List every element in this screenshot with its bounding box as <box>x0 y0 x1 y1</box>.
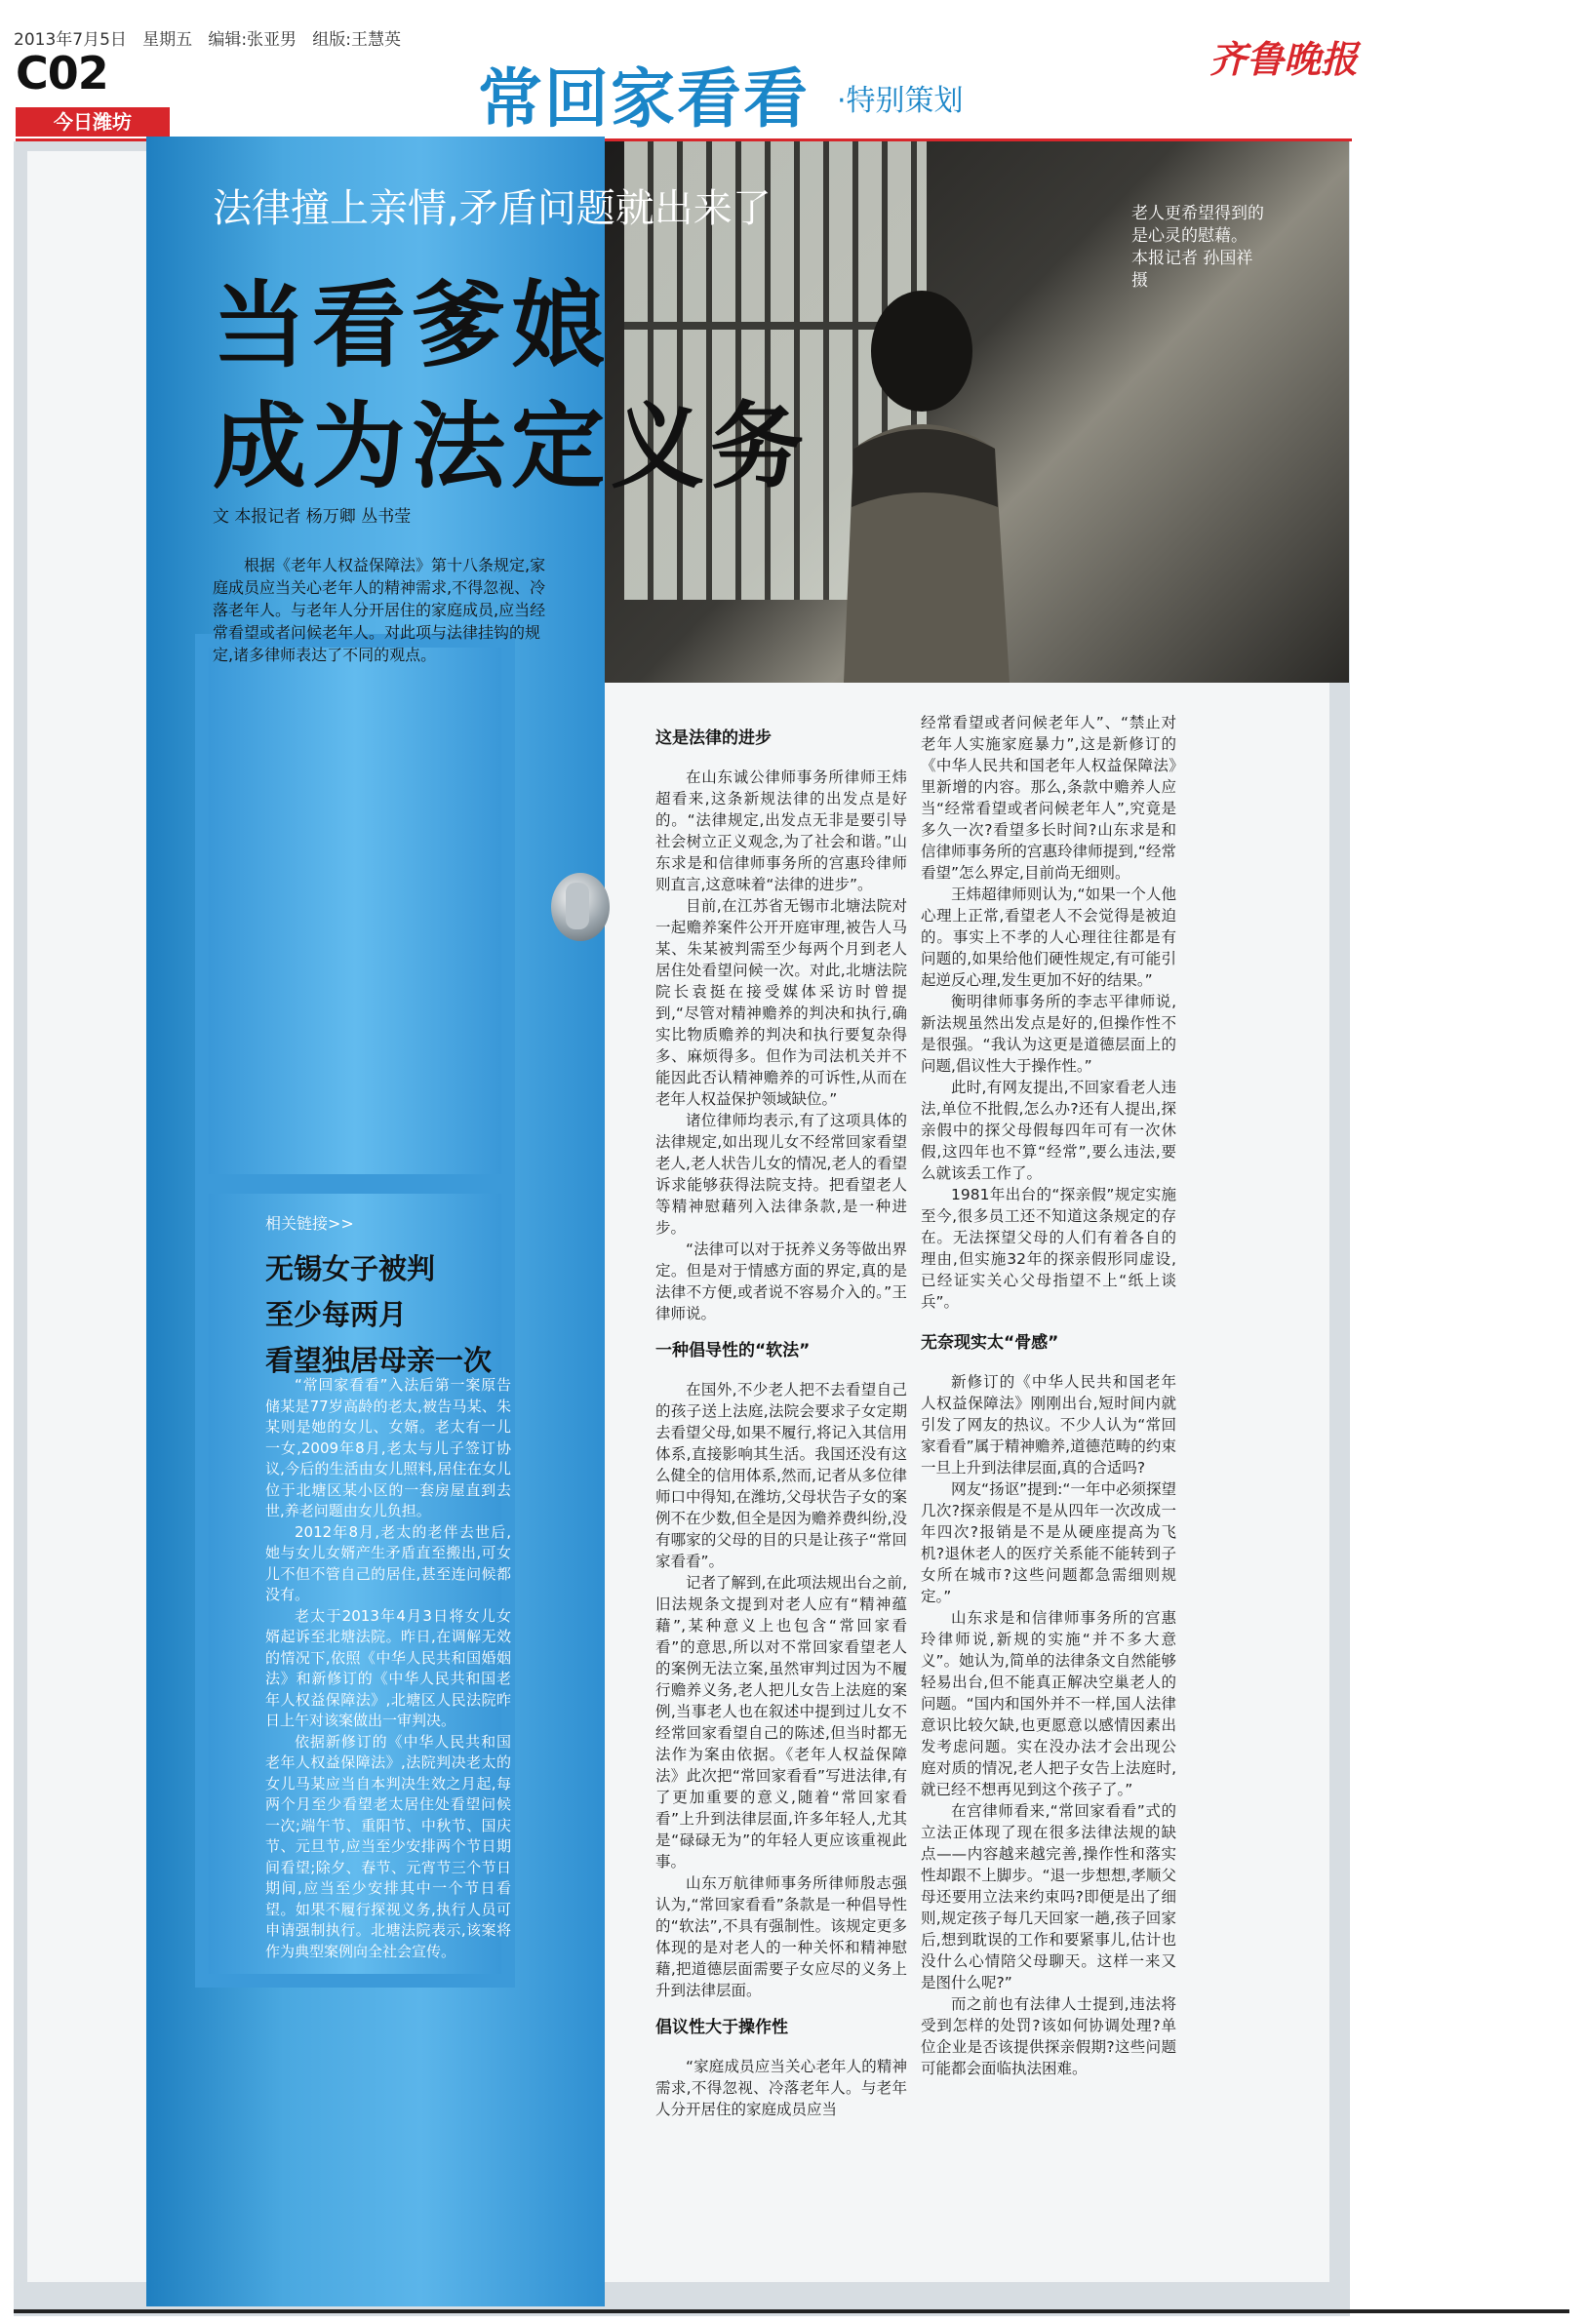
paragraph: 1981年出台的“探亲假”规定实施至今,很多员工还不知道这条规定的存在。无法探望父母的人们有着各自的理由,但实施32年的探亲假形同虚设,已经证实关心父母指望不上“纸上谈兵”。 <box>921 1186 1176 1311</box>
section-heading: 这是法律的进步 <box>655 729 772 748</box>
paragraph: 在山东诚公律师事务所律师王炜超看来,这条新规法律的出发点是好的。“法律规定,出发点无非是要引导社会树立正义观念,为了社会和谐。”山东求是和信律师事务所的宫惠玲律师则直言,这意味着“法律的进步”。 <box>655 768 907 893</box>
related-paragraph: 2012年8月,老太的老伴去世后,她与女儿女婿产生矛盾直至搬出,可女儿不但不管自己的居住,甚至连问候都没有。 <box>265 1522 511 1603</box>
paragraph: 而之前也有法律人士提到,违法将受到怎样的处罚?该如何协调处理?单位企业是否该提供探亲假期?这些问题可能都会面临执法困难。 <box>921 1995 1176 2077</box>
paragraph: 此时,有网友提出,不回家看老人违法,单位不批假,怎么办?还有人提出,探亲假中的探父母假每四年可有一次休假,这四年也不算“经常”,要么违法,要么就该丢工作了。 <box>921 1079 1176 1182</box>
paragraph: 衡明律师事务所的李志平律师说,新法规虽然出发点是好的,但操作性不是很强。“我认为这更是道德层面上的问题,倡议性大于操作性。” <box>921 993 1176 1075</box>
related-title-line: 看望独居母亲一次 <box>265 1344 493 1377</box>
byline: 文 本报记者 杨万卿 丛书莹 <box>213 507 412 527</box>
paragraph: 山东求是和信律师事务所的宫惠玲律师说,新规的实施“并不多大意义”。她认为,简单的法律条文自然能够轻易出台,但不能真正解决空巢老人的问题。“国内和国外并不一样,国人法律意识比较欠缺,也更愿意以感情因素出发考虑问题。实在没办法才会出现公庭对质的情况,老人把子女告上法庭时,就已经不想再见到这个孩子了。” <box>921 1609 1176 1798</box>
section-subtitle: ·特别策划 <box>837 84 964 118</box>
section-heading: 一种倡导性的“软法” <box>655 1341 811 1360</box>
edition-badge: 今日潍坊 <box>16 107 170 137</box>
paragraph: 诸位律师均表示,有了这项具体的法律规定,如出现儿女不经常回家看望老人,老人状告儿女的情况,老人的看望诉求能够获得法院支持。把看望老人等精神慰藉列入法律条款,是一种进步。 <box>655 1112 907 1237</box>
related-paragraph: “常回家看看”入法后第一案原告储某是77岁高龄的老太,被告马某、朱某则是她的女儿、女婿。老太有一儿一女,2009年8月,老太与儿子签订协议,今后的生活由女儿照料,居住在女儿位于北塘区某小区的一套房屋直到去世,养老问题由女儿负担。 <box>265 1376 511 1519</box>
related-paragraph: 依据新修订的《中华人民共和国老年人权益保障法》,法院判决老太的女儿马某应当自本判决生效之月起,每两个月至少看望老太居住处看望问候一次;端午节、重阳节、中秋节、国庆节、元旦节,应当至少安排两个节日期间看望;除夕、春节、元宵节三个节日期间,应当至少安排其中一个节日看望。如果不履行探视义务,执行人员可申请强制执行。北塘法院表示,该案将作为典型案例向全社会宣传。 <box>265 1732 511 1960</box>
page-number: C02 <box>16 47 108 99</box>
section-title: 常回家看看 <box>478 61 810 137</box>
lead-paragraph: 根据《老年人权益保障法》第十八条规定,家庭成员应当关心老年人的精神需求,不得忽视、冷落老年人。与老年人分开居住的家庭成员,应当经常看望或者问候老年人。对此项与法律挂钩的规定,诸多律师表达了不同的观点。 <box>213 556 546 664</box>
paragraph: 在宫律师看来,“常回家看看”式的立法正体现了现在很多法律法规的缺点——内容越来越完善,操作性和落实性却跟不上脚步。“退一步想想,孝顺父母还要用立法来约束吗?即便是出了细则,规定孩子每几天回家一趟,孩子回家后,想到耽误的工作和要紧事儿,估计也没什么心情陪父母聊天。这样一来又是图什么呢?” <box>921 1802 1176 1991</box>
footer-rule <box>14 2309 1569 2313</box>
door-panel-upper <box>195 634 515 1188</box>
section-heading: 倡议性大于操作性 <box>655 2018 788 2037</box>
headline-line2: 成为法定义务 <box>213 392 810 501</box>
paragraph: “法律可以对于抚养义务等做出界定。但是对于情感方面的界定,真的是法律不方便,或者说不容易介入的。”王律师说。 <box>655 1241 907 1322</box>
paragraph: 网友“扬讴”提到:“一年中必须探望几次?探亲假是不是从四年一次改成一年四次?报销是不是从硬座提高为飞机?退休老人的医疗关系能不能转到子女所在城市?这些问题都急需细则规定。” <box>921 1480 1176 1605</box>
paragraph: “家庭成员应当关心老年人的精神需求,不得忽视、冷落老年人。与老年人分开居住的家庭成员应当 <box>655 2058 907 2118</box>
related-link-label: 相关链接>> <box>265 1214 354 1233</box>
header-meta: 2013年7月5日 星期五 编辑:张亚男 组版:王慧英 <box>14 30 401 50</box>
newspaper-logo: 齐鲁晚报 <box>1209 37 1359 81</box>
paragraph: 在国外,不少老人把不去看望自己的孩子送上法庭,法院会要求子女定期去看望父母,如果不履行,将记入其信用体系,直接影响其生活。我国还没有这么健全的信用体系,然而,记者从多位律师口中得知,在潍坊,父母状告子女的案例不在少数,但全是因为赡养费纠纷,没有哪家的父母的目的只是让孩子“常回家看看”。 <box>655 1381 907 1570</box>
photo-person-silhouette <box>824 283 1019 683</box>
paragraph: 王炜超律师则认为,“如果一个人他心理上正常,看望老人不会觉得是被迫的。事实上不孝的人心理往往都是有问题的,如果给他们硬性规定,有可能引起逆反心理,发生更加不好的结果。” <box>921 886 1176 989</box>
related-title <box>265 1246 519 1384</box>
paragraph: 记者了解到,在此项法规出台之前,旧法规条文提到对老人应有“精神蕴藉”,某种意义上也包含“常回家看看”的意思,所以对不常回家看望老人的案例无法立案,虽然审判过因为不履行赡养义务,老人把儿女告上法庭的案例,当事老人也在叙述中提到过儿女不经常回家看望自己的陈述,但当时都无法作为案由依据。《老年人权益保障法》此次把“常回家看看”写进法律,有了更加重要的意义,随着“常回家看看”上升到法律层面,许多年轻人,尤其是“碌碌无为”的年轻人更应该重视此事。 <box>655 1574 907 1871</box>
headline-line1: 当看爹娘 <box>213 271 611 380</box>
paragraph: 经常看望或者问候老年人”、“禁止对老年人实施家庭暴力”,这是新修订的《中华人民共和国老年人权益保障法》里新增的内容。那么,条款中赡养人应当“经常看望或者问候老年人”,究竟是多久一次?看望多长时间?山东求是和信律师事务所的宫惠玲律师提到,“经常看望”怎么界定,目前尚无细则。 <box>921 714 1176 882</box>
paragraph: 山东万航律师事务所律师殷志强认为,“常回家看看”条款是一种倡导性的“软法”,不具有强制性。该规定更多体现的是对老人的一种关怀和精神慰藉,把道德层面需要子女应尽的义务上升到法律层面。 <box>655 1874 907 1999</box>
article-column-2 <box>921 712 1176 2079</box>
paragraph: 目前,在江苏省无锡市北塘法院对一起赡养案件公开开庭审理,被告人马某、朱某被判需至少每两个月到老人居住处看望问候一次。对此,北塘法院院长袁挺在接受媒体采访时曾提到,“尽管对精神赡养的判决和执行,确实比物质赡养的判决和执行要复杂得多、麻烦得多。但作为司法机关并不能因此否认精神赡养的可诉性,从而在老年人权益保护领域缺位。” <box>655 897 907 1108</box>
related-title-line: 至少每两月 <box>265 1298 408 1331</box>
related-title-line: 无锡女子被判 <box>265 1252 436 1285</box>
section-heading: 无奈现实太“骨感” <box>921 1333 1059 1353</box>
related-paragraph: 老太于2013年4月3日将女儿女婿起诉至北塘法院。昨日,在调解无效的情况下,依照《中华人民共和国婚姻法》和新修订的《中华人民共和国老年人权益保障法》,北塘区人民法院昨日上午对该案做出一审判决。 <box>265 1606 511 1729</box>
door-knob-plate <box>566 883 589 929</box>
paragraph: 新修订的《中华人民共和国老年人权益保障法》刚刚出台,短时间内就引发了网友的热议。不少人认为“常回家看看”属于精神赡养,道德范畴的约束一旦上升到法律层面,真的合适吗? <box>921 1373 1176 1477</box>
article-column-1 <box>655 712 907 2120</box>
photo-caption: 老人更希望得到的是心灵的慰藉。 本报记者 孙国祥 摄 <box>1131 204 1264 291</box>
article-kicker: 法律撞上亲情,矛盾问题就出来了 <box>213 186 772 231</box>
related-body <box>265 1375 511 1962</box>
